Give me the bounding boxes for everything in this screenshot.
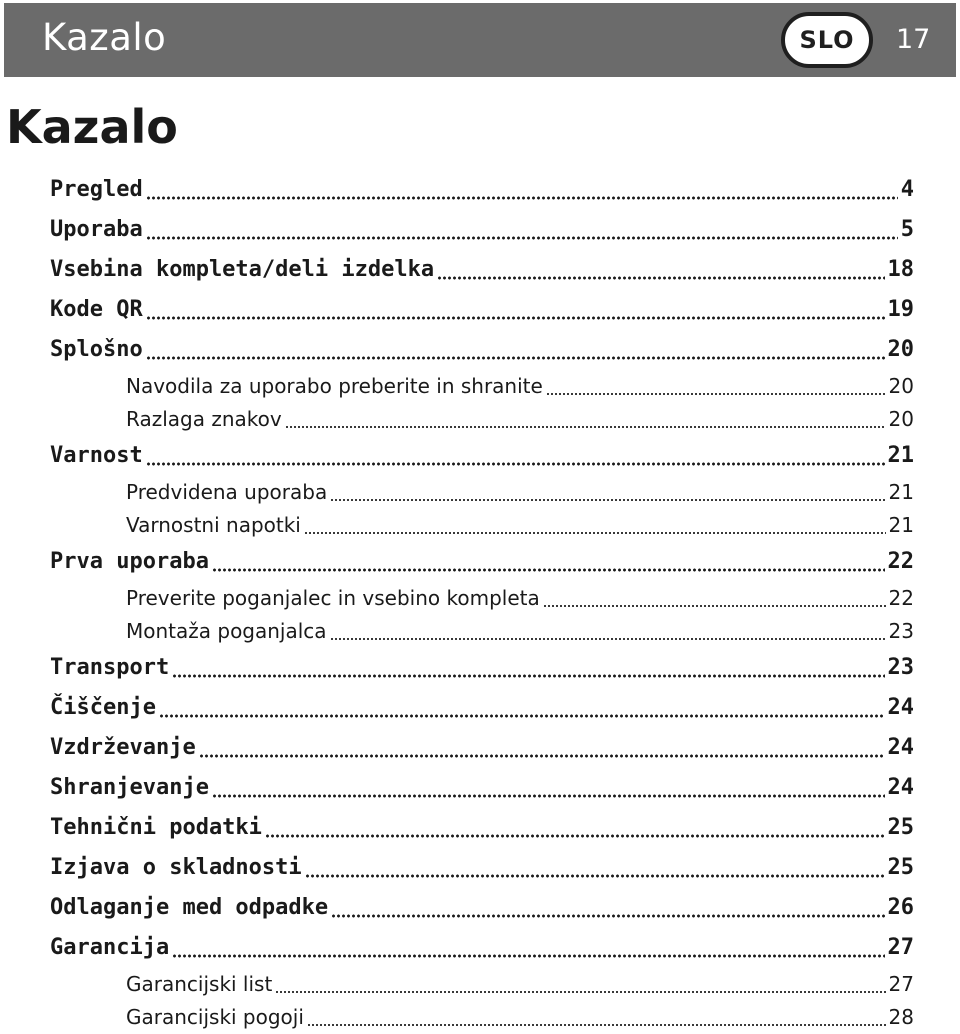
toc-leader-dots bbox=[212, 568, 885, 572]
toc-entry-label: Transport bbox=[50, 655, 170, 680]
toc-entry[interactable] bbox=[50, 250, 914, 290]
toc-leader-dots bbox=[146, 196, 898, 200]
toc-entry-label: Vsebina kompleta/deli izdelka bbox=[50, 257, 435, 282]
toc-page-number: 22 bbox=[887, 549, 914, 574]
toc-entry[interactable] bbox=[50, 170, 914, 210]
toc-page-number: 4 bbox=[900, 177, 914, 202]
language-badge: SLO bbox=[781, 12, 873, 68]
toc-leader-dots bbox=[437, 276, 884, 280]
page-title: Kazalo bbox=[6, 100, 178, 154]
toc-leader-dots bbox=[307, 1023, 886, 1027]
toc-subentry[interactable] bbox=[50, 615, 914, 648]
toc-entry[interactable] bbox=[50, 290, 914, 330]
toc-page-number: 28 bbox=[888, 1005, 914, 1029]
toc-page-number: 5 bbox=[900, 217, 914, 242]
toc-entry-label: Predvidena uporaba bbox=[126, 480, 328, 504]
toc-leader-dots bbox=[212, 794, 885, 798]
toc-subentry[interactable] bbox=[50, 1001, 914, 1034]
toc-entry[interactable] bbox=[50, 808, 914, 848]
toc-leader-dots bbox=[146, 316, 885, 320]
toc-page-number: 18 bbox=[887, 257, 914, 282]
toc-entry[interactable] bbox=[50, 728, 914, 768]
toc-page-number: 26 bbox=[887, 895, 914, 920]
page-header bbox=[4, 3, 956, 77]
toc-entry[interactable] bbox=[50, 648, 914, 688]
toc-leader-dots bbox=[172, 674, 884, 678]
toc-entry-label: Odlaganje med odpadke bbox=[50, 895, 329, 920]
toc-page-number: 19 bbox=[887, 297, 914, 322]
toc-entry-label: Navodila za uporabo preberite in shranite bbox=[126, 374, 543, 398]
table-of-contents bbox=[50, 170, 914, 1034]
toc-entry[interactable] bbox=[50, 688, 914, 728]
toc-entry-label: Vzdrževanje bbox=[50, 735, 196, 760]
toc-entry-label: Varnost bbox=[50, 443, 143, 468]
toc-entry-label: Razlaga znakov bbox=[126, 407, 282, 431]
toc-leader-dots bbox=[330, 637, 886, 641]
toc-entry-label: Garancija bbox=[50, 935, 170, 960]
toc-subentry[interactable] bbox=[50, 370, 914, 403]
toc-entry-label: Pregled bbox=[50, 177, 143, 202]
toc-entry[interactable] bbox=[50, 436, 914, 476]
toc-entry-label: Tehnični podatki bbox=[50, 815, 262, 840]
toc-leader-dots bbox=[304, 531, 886, 535]
toc-entry-label: Uporaba bbox=[50, 217, 143, 242]
toc-leader-dots bbox=[543, 604, 886, 608]
toc-page-number: 21 bbox=[888, 480, 914, 504]
toc-page-number: 21 bbox=[887, 443, 914, 468]
toc-leader-dots bbox=[331, 914, 884, 918]
toc-leader-dots bbox=[546, 392, 886, 396]
toc-page-number: 25 bbox=[887, 855, 914, 880]
toc-page-number: 20 bbox=[888, 374, 914, 398]
toc-page-number: 25 bbox=[887, 815, 914, 840]
toc-leader-dots bbox=[285, 425, 886, 429]
toc-entry-label: Prva uporaba bbox=[50, 549, 209, 574]
toc-leader-dots bbox=[172, 954, 884, 958]
toc-entry-label: Izjava o skladnosti bbox=[50, 855, 302, 880]
toc-subentry[interactable] bbox=[50, 968, 914, 1001]
toc-page-number: 24 bbox=[887, 735, 914, 760]
toc-leader-dots bbox=[275, 990, 885, 994]
toc-page-number: 20 bbox=[887, 337, 914, 362]
toc-page-number: 22 bbox=[888, 586, 914, 610]
toc-subentry[interactable] bbox=[50, 403, 914, 436]
toc-page-number: 20 bbox=[888, 407, 914, 431]
toc-leader-dots bbox=[265, 834, 885, 838]
toc-subentry[interactable] bbox=[50, 509, 914, 542]
toc-page-number: 27 bbox=[887, 935, 914, 960]
toc-entry[interactable] bbox=[50, 928, 914, 968]
toc-leader-dots bbox=[305, 874, 885, 878]
toc-leader-dots bbox=[146, 356, 885, 360]
toc-entry[interactable] bbox=[50, 768, 914, 808]
toc-entry[interactable] bbox=[50, 330, 914, 370]
toc-leader-dots bbox=[146, 462, 885, 466]
toc-page-number: 23 bbox=[887, 655, 914, 680]
toc-entry-label: Garancijski pogoji bbox=[126, 1005, 304, 1029]
toc-entry-label: Varnostni napotki bbox=[126, 513, 301, 537]
toc-leader-dots bbox=[330, 498, 885, 502]
toc-page-number: 23 bbox=[888, 619, 914, 643]
toc-entry-label: Shranjevanje bbox=[50, 775, 209, 800]
toc-page-number: 24 bbox=[887, 775, 914, 800]
toc-entry-label: Garancijski list bbox=[126, 972, 273, 996]
toc-entry-label: Splošno bbox=[50, 337, 143, 362]
toc-page-number: 27 bbox=[888, 972, 914, 996]
toc-subentry[interactable] bbox=[50, 582, 914, 615]
toc-entry[interactable] bbox=[50, 848, 914, 888]
toc-leader-dots bbox=[159, 714, 885, 718]
toc-page-number: 21 bbox=[888, 513, 914, 537]
toc-entry-label: Čiščenje bbox=[50, 695, 156, 720]
toc-entry[interactable] bbox=[50, 210, 914, 250]
header-title: Kazalo bbox=[42, 16, 167, 59]
toc-leader-dots bbox=[146, 236, 898, 240]
toc-subentry[interactable] bbox=[50, 476, 914, 509]
page-number: 17 bbox=[896, 24, 931, 55]
toc-page-number: 24 bbox=[887, 695, 914, 720]
toc-entry[interactable] bbox=[50, 542, 914, 582]
toc-entry-label: Montaža poganjalca bbox=[126, 619, 327, 643]
toc-entry-label: Kode QR bbox=[50, 297, 143, 322]
toc-entry-label: Preverite poganjalec in vsebino kompleta bbox=[126, 586, 540, 610]
toc-leader-dots bbox=[199, 754, 885, 758]
toc-entry[interactable] bbox=[50, 888, 914, 928]
